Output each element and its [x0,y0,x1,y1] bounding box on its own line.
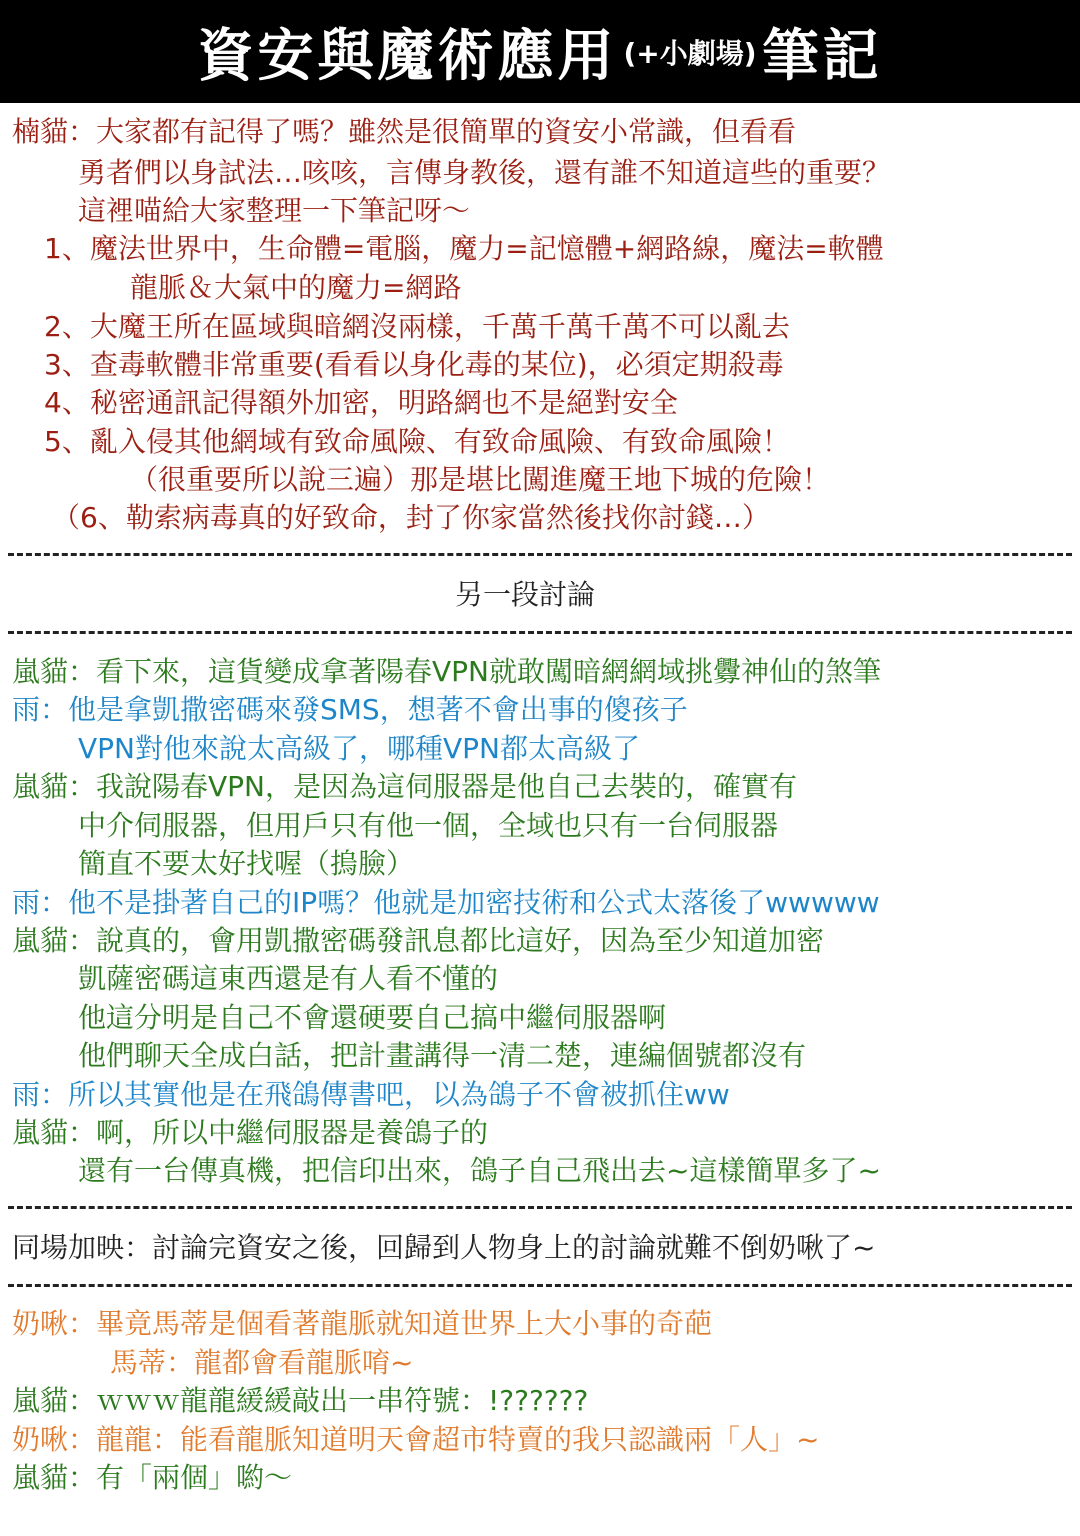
note-item-5: 5、亂入侵其他網域有致命風險、有致命風險、有致命風險！ [44,425,790,458]
section-heading: 另一段討論 [455,578,596,611]
dashed-divider [8,631,1072,634]
dialog-line: 雨：他是拿凱撒密碼來發SMS，想著不會出事的傻孩子 [12,693,688,726]
dashed-divider [8,1284,1072,1287]
note-item-5-cont: （很重要所以說三遍）那是堪比闖進魔王地下城的危險！ [130,463,831,496]
dialog-line: 嵐貓：我說陽春VPN，是因為這伺服器是他自己去裝的，確實有 [12,770,797,803]
dialog-line: VPN對他來說太高級了，哪種VPN都太高級了 [78,732,640,765]
dialog-line: 嵐貓：ｗｗｗ龍龍緩緩敲出一串符號：!?????? [12,1384,589,1417]
note-item-1: 1、魔法世界中，生命體=電腦，魔力=記憶體+網路線，魔法=軟體 [44,232,884,265]
dialog-line: 嵐貓：看下來，這貨變成拿著陽春VPN就敢闖暗網網域挑釁神仙的煞筆 [12,655,881,688]
section-heading: 同場加映：討論完資安之後，回歸到人物身上的討論就難不倒奶啾了~ [12,1231,876,1264]
dialog-line: 奶啾：畢竟馬蒂是個看著龍脈就知道世界上大小事的奇葩 [12,1307,713,1340]
title-main: 資安與魔術應用 [197,23,618,89]
note-line: 這裡喵給大家整理一下筆記呀～ [78,194,471,227]
dialog-line: 凱薩密碼這東西還是有人看不懂的 [78,962,499,995]
dialog-line: 雨：所以其實他是在飛鴿傳書吧，以為鴿子不會被抓住ww [12,1078,730,1111]
note-item-1-cont: 龍脈＆大氣中的魔力=網路 [130,271,462,304]
dialog-line: 嵐貓：啊，所以中繼伺服器是養鴿子的 [12,1116,489,1149]
note-line: 楠貓：大家都有記得了嗎？雖然是很簡單的資安小常識，但看看 [12,115,797,148]
dialog-line: 他們聊天全成白話，把計畫講得一清二楚，連編個號都沒有 [78,1039,807,1072]
note-item-3: 3、查毒軟體非常重要(看看以身化毒的某位)，必須定期殺毒 [44,348,784,381]
dashed-divider [8,553,1072,556]
note-item-6: （6、勒索病毒真的好致命，封了你家當然後找你討錢…） [52,501,770,534]
dialog-line: 還有一台傳真機，把信印出來，鴿子自己飛出去~這樣簡單多了~ [78,1154,881,1187]
dialog-line: 簡直不要太好找喔（摀臉） [78,847,415,880]
title-end: 筆記 [762,23,883,89]
dashed-divider [8,1206,1072,1209]
title-subtitle: (+小劇場) [623,36,757,70]
note-item-4: 4、秘密通訊記得額外加密，明路網也不是絕對安全 [44,386,678,419]
dialog-line: 雨：他不是掛著自己的IP嗎？他就是加密技術和公式太落後了wwwww [12,886,880,919]
dialog-line: 馬蒂：龍都會看龍脈唷~ [110,1346,414,1379]
dialog-line: 中介伺服器，但用戶只有他一個，全域也只有一台伺服器 [78,809,779,842]
dialog-line: 嵐貓：說真的，會用凱撒密碼發訊息都比這好，因為至少知道加密 [12,924,825,957]
dialog-line: 奶啾：龍龍：能看龍脈知道明天會超市特賣的我只認識兩「人」~ [12,1423,820,1456]
note-item-2: 2、大魔王所在區域與暗網沒兩樣，千萬千萬千萬不可以亂去 [44,310,790,343]
title-banner [0,0,1080,103]
dialog-line: 嵐貓：有「兩個」喲～ [12,1461,293,1494]
dialog-line: 他這分明是自己不會還硬要自己搞中繼伺服器啊 [78,1001,667,1034]
note-line: 勇者們以身試法…咳咳，言傳身教後，還有誰不知道這些的重要？ [78,156,891,189]
